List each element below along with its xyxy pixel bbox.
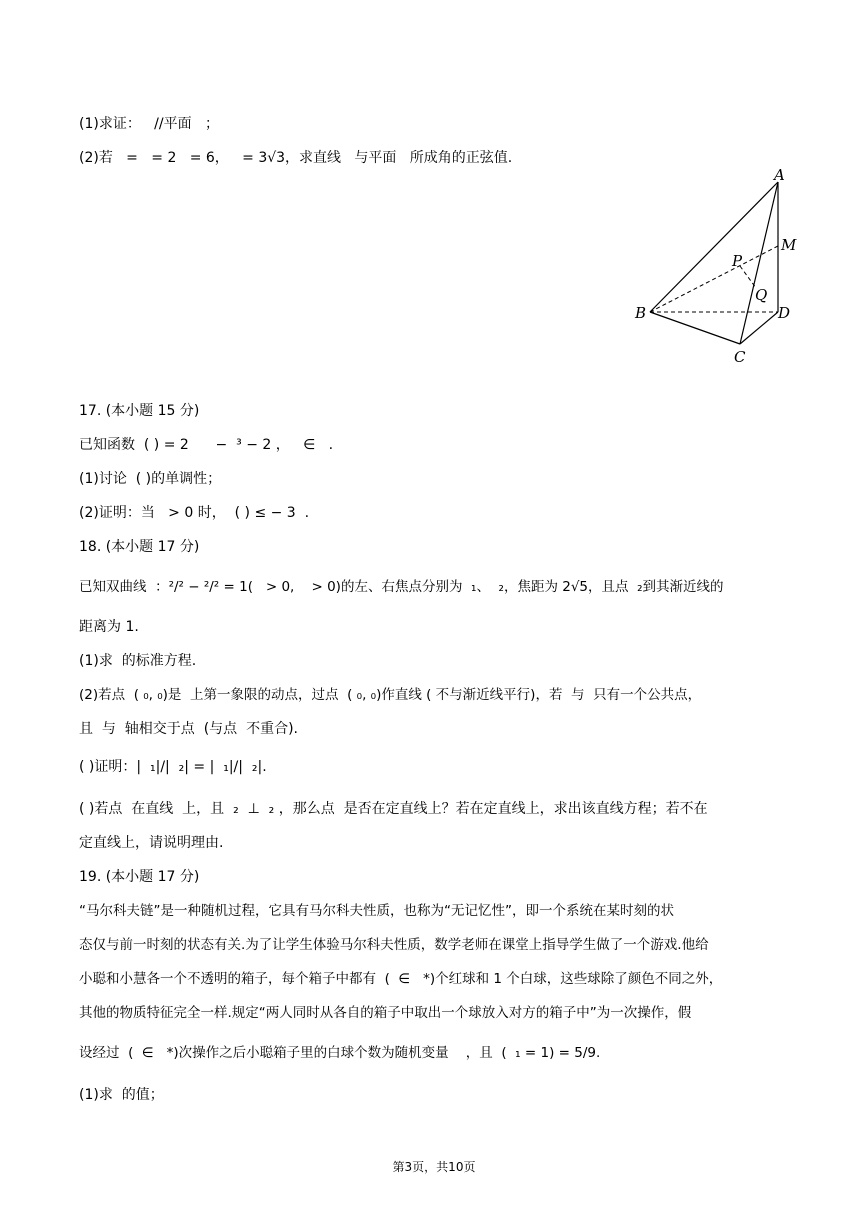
- text-line-21: 设经过 ( ∈ *)次操作之后小聪箱子里的白球个数为随机变量 ，且 ( ₁ = 1) = 5/9.: [79, 1045, 601, 1061]
- problem-19-heading: 19. (本小题 17 分): [79, 869, 200, 885]
- text-line-9: 距离为 1.: [79, 619, 139, 635]
- text-line-2: (2)若 = = 2 = 6， = 3√3，求直线 与平面 所成角的正弦值.: [79, 150, 513, 166]
- page-footer: 第3页，共10页: [392, 1160, 476, 1174]
- label-C: C: [734, 348, 746, 366]
- problem-17-heading: 17. (本小题 15 分): [79, 403, 200, 419]
- text-line-12: 且 与 轴相交于点 (与点 不重合).: [79, 721, 298, 737]
- text-line-8: 已知双曲线 ：²/² − ²/² = 1( > 0, > 0)的左、右焦点分别为 ₁、 ₂，焦距为 2√5，且点 ₂到其渐近线的: [79, 579, 724, 595]
- text-line-11: (2)若点 ( ₀, ₀)是 上第一象限的动点，过点 ( ₀, ₀)作直线 ( 不与渐近线平行)，若 与 只有一个公共点，: [79, 687, 702, 703]
- text-line-6: (2)证明：当 > 0 时， ( ) ≤ − 3 .: [79, 505, 310, 521]
- text-line-1: (1)求证： //平面 ；: [79, 116, 219, 132]
- text-line-20: 其他的物质特征完全一样.规定“两人同时从各自的箱子中取出一个球放入对方的箱子中”为一次操作，假: [79, 1005, 692, 1021]
- label-B: B: [635, 304, 647, 322]
- label-D: D: [778, 304, 791, 322]
- geometry-figure: [630, 168, 800, 368]
- text-line-13: ( )证明：| ₁|/| ₂| = | ₁|/| ₂|.: [79, 759, 267, 775]
- label-P: P: [732, 252, 743, 270]
- text-line-14: ( )若点 在直线 上，且 ₂ ⊥ ₂ ，那么点 是否在定直线上？若在定直线上，求出该直线方程；若不在: [79, 801, 708, 817]
- problem-18-heading: 18. (本小题 17 分): [79, 539, 200, 555]
- label-A: A: [774, 168, 785, 184]
- text-line-4: 已知函数 ( ) = 2 − ³ − 2 ， ∈ .: [79, 437, 334, 453]
- text-line-18: 态仅与前一时刻的状态有关.为了让学生体验马尔科夫性质，数学老师在课堂上指导学生做了一个游戏.他给: [79, 937, 709, 953]
- label-Q: Q: [755, 286, 768, 304]
- label-M: M: [781, 236, 797, 254]
- text-line-19: 小聪和小慧各一个不透明的箱子，每个箱子中都有 ( ∈ *)个红球和 1 个白球，这些球除了颜色不同之外，: [79, 971, 723, 987]
- text-line-22: (1)求 的值；: [79, 1087, 164, 1103]
- text-line-15: 定直线上，请说明理由.: [79, 835, 224, 851]
- text-line-10: (1)求 的标准方程.: [79, 653, 197, 669]
- text-line-17: “马尔科夫链”是一种随机过程，它具有马尔科夫性质，也称为“无记忆性”，即一个系统在某时刻的状: [79, 903, 674, 919]
- text-line-5: (1)讨论 ( )的单调性；: [79, 471, 222, 487]
